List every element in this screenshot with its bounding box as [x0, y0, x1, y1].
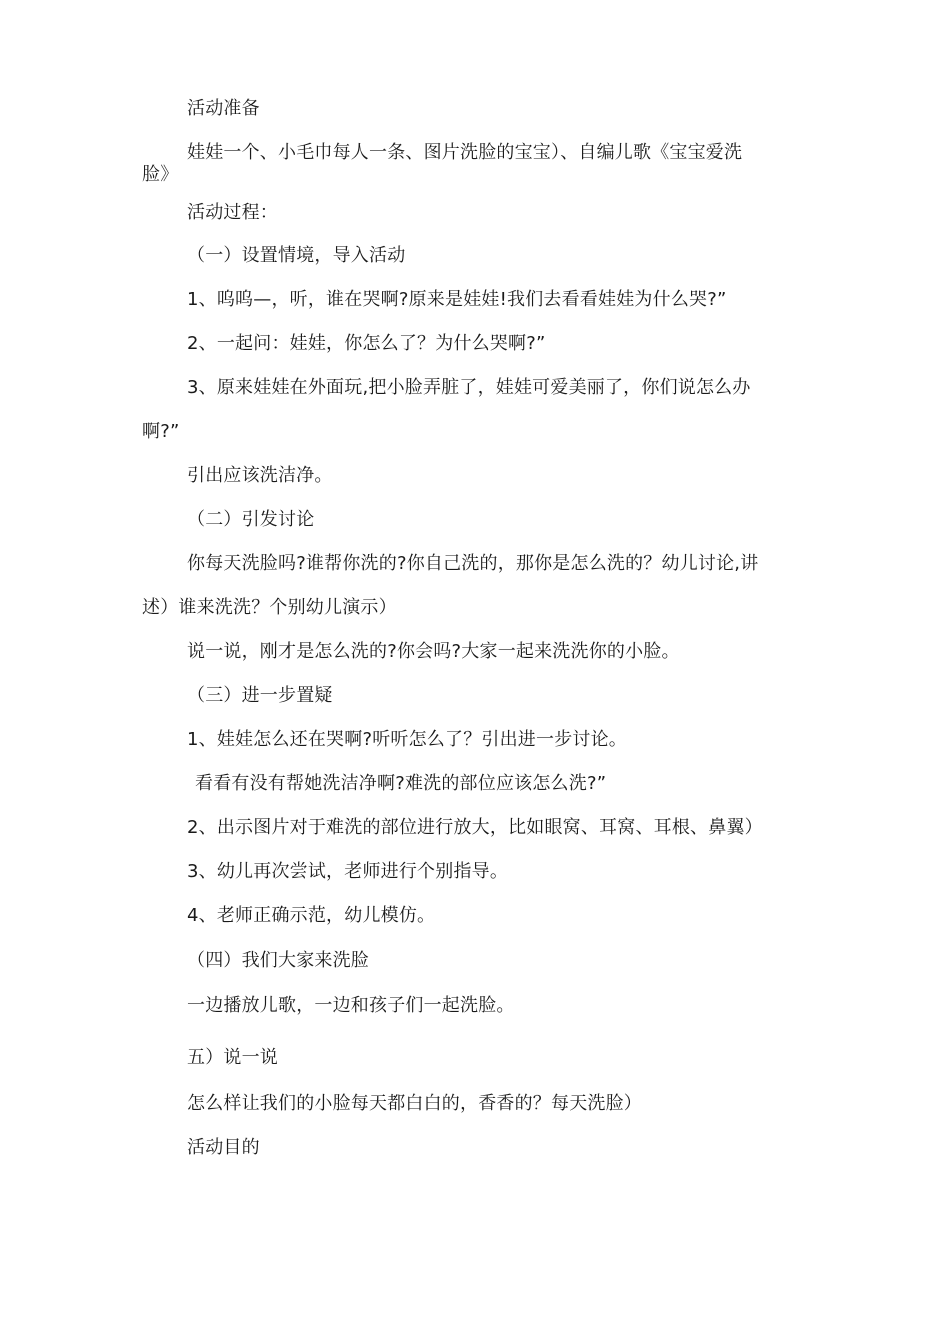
- paragraph-step-1-1: 1、呜呜—，听，谁在哭啊?原来是娃娃!我们去看看娃娃为什么哭?”: [187, 289, 727, 310]
- heading-activity-preparation: 活动准备: [187, 98, 260, 119]
- paragraph-song-wash: 一边播放儿歌，一边和孩子们一起洗脸。: [187, 995, 515, 1016]
- paragraph-step-3-1: 1、娃娃怎么还在哭啊?听听怎么了？引出进一步讨论。: [187, 729, 628, 750]
- heading-activity-process: 活动过程：: [187, 202, 278, 223]
- section-heading-4: （四）我们大家来洗脸: [187, 950, 369, 971]
- section-heading-3: （三）进一步置疑: [187, 685, 333, 706]
- section-heading-5: 五）说一说: [187, 1047, 278, 1068]
- paragraph-step-3-3: 3、幼儿再次尝试，老师进行个别指导。: [187, 861, 509, 882]
- paragraph-step-3-2: 2、出示图片对于难洗的部位进行放大，比如眼窝、耳窝、耳根、鼻翼）: [187, 817, 763, 838]
- paragraph-step-1-3: 3、原来娃娃在外面玩,把小脸弄脏了，娃娃可爱美丽了，你们说怎么办: [187, 377, 751, 398]
- heading-activity-goal: 活动目的: [187, 1137, 260, 1158]
- paragraph-lead-clean: 引出应该洗洁净。: [187, 465, 333, 486]
- paragraph-step-3-4: 4、老师正确示范，幼儿模仿。: [187, 905, 436, 926]
- paragraph-discussion-cont: 述）谁来洗洗？个别幼儿演示）: [142, 597, 397, 618]
- paragraph-step-1-2: 2、一起问：娃娃，你怎么了？为什么哭啊?”: [187, 333, 546, 354]
- paragraph-materials: 娃娃一个、小毛巾每人一条、图片洗脸的宝宝）、自编儿歌《宝宝爱洗: [187, 142, 743, 163]
- paragraph-materials-cont: 脸》: [142, 164, 179, 185]
- section-heading-1: （一）设置情境，导入活动: [187, 245, 406, 266]
- paragraph-discussion: 你每天洗脸吗?谁帮你洗的?你自己洗的，那你是怎么洗的？幼儿讨论,讲: [187, 553, 759, 574]
- paragraph-step-3-1-cont: 看看有没有帮她洗洁净啊?难洗的部位应该怎么洗?”: [195, 773, 607, 794]
- paragraph-step-1-3-cont: 啊?”: [142, 421, 180, 442]
- paragraph-closing-question: 怎么样让我们的小脸每天都白白的，香香的？每天洗脸）: [187, 1093, 642, 1114]
- paragraph-say-it: 说一说，刚才是怎么洗的?你会吗?大家一起来洗洗你的小脸。: [187, 641, 680, 662]
- section-heading-2: （二）引发讨论: [187, 509, 315, 530]
